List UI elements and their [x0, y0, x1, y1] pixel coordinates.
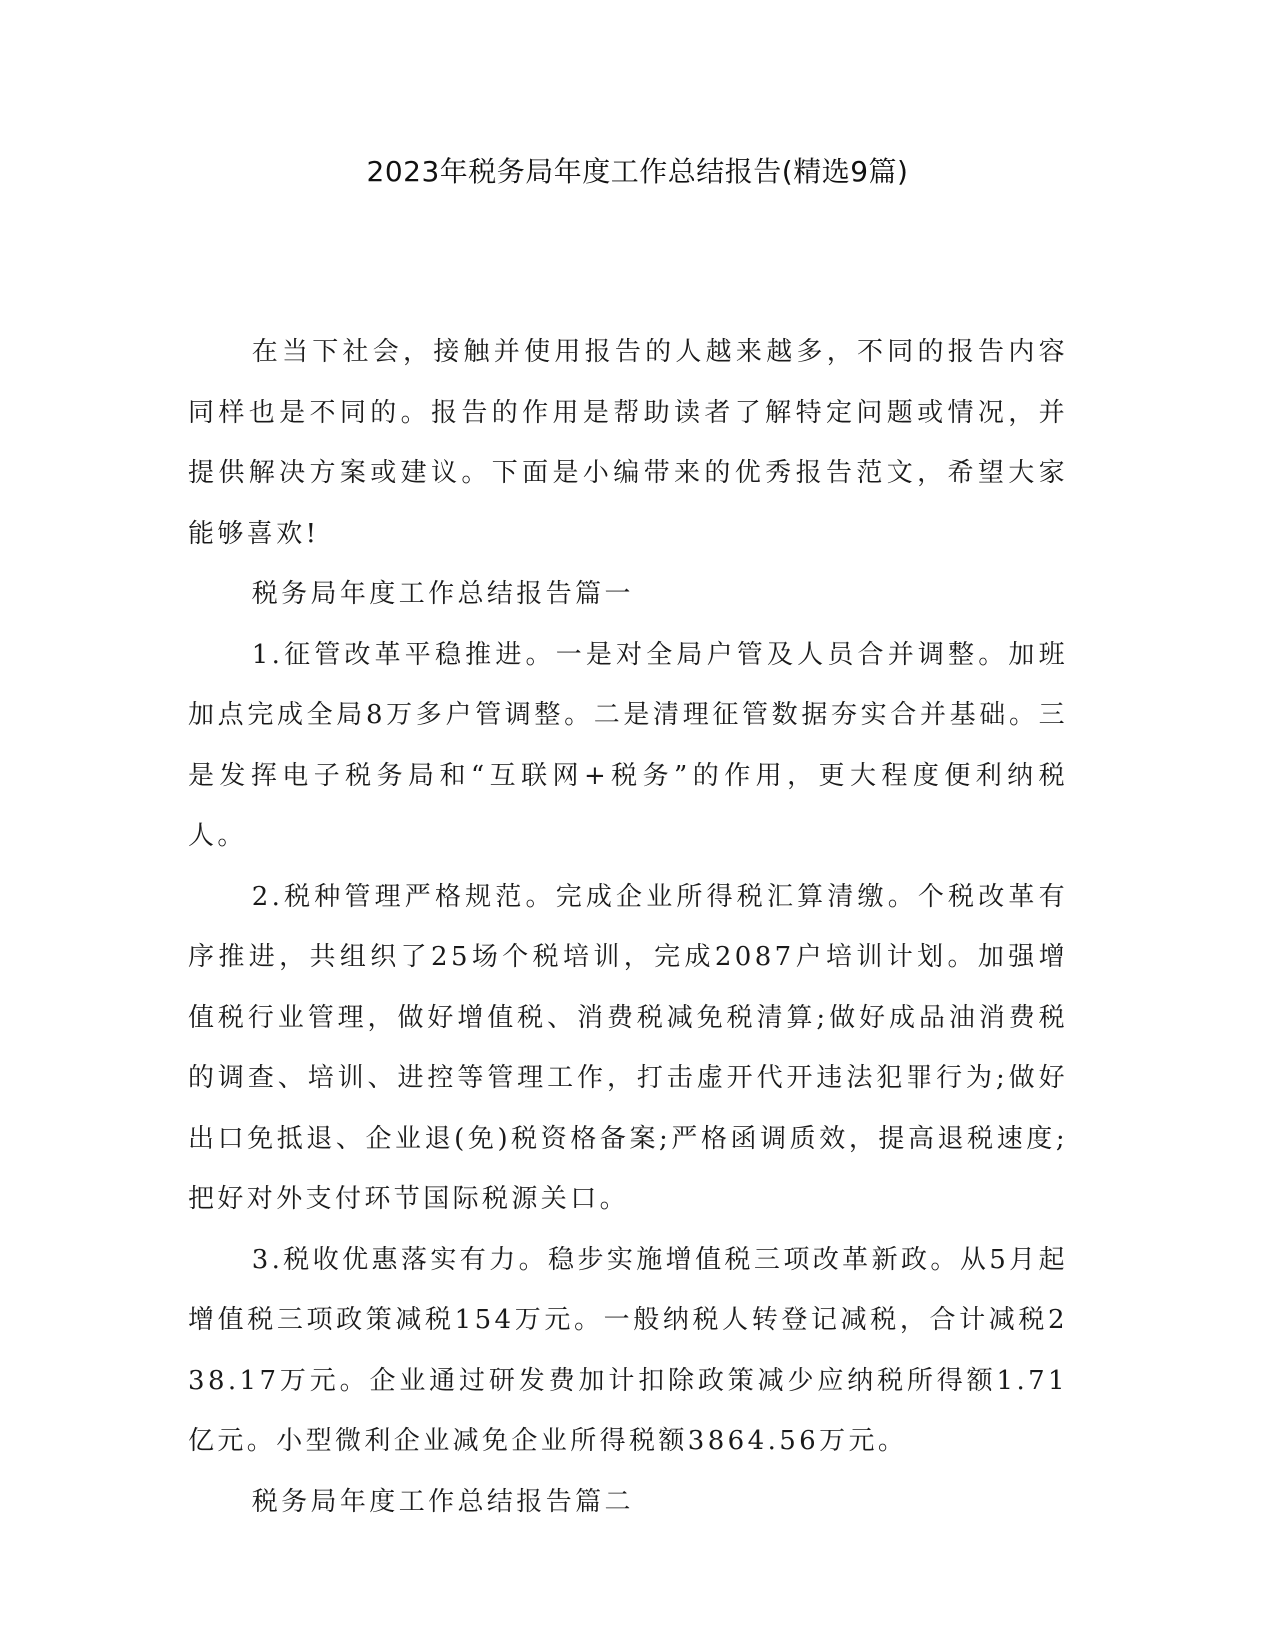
section-heading-two: 税务局年度工作总结报告篇二 — [251, 1486, 634, 1517]
section-heading-one: 税务局年度工作总结报告篇一 — [251, 579, 634, 609]
document-title: 2023年税务局年度工作总结报告(精选9篇) — [366, 155, 909, 188]
intro-paragraph: 在当下社会，接触并使用报告的人越来越多，不同的报告内容同样也是不同的。报告的作用是帮助读者了解特定问题或情况，并提供解决方案或建议。下面是小编带来的优秀报告范文，希望大家能够喜欢! — [188, 337, 1068, 549]
item-paragraph-3: 3.税收优惠落实有力。稳步实施增值税三项改革新政。从5月起增值税三项政策减税154万元。一般纳税人转登记减税，合计减税238.17万元。企业通过研发费加计扣除政策减少应纳税所得额1.71亿元。小型微利企业减免企业所得税额3864.56万元。 — [188, 1244, 1068, 1456]
item-paragraph-2: 2.税种管理严格规范。完成企业所得税汇算清缴。个税改革有序推进，共组织了25场个税培训，完成2087户培训计划。加强增值税行业管理，做好增值税、消费税减免税清算;做好成品油消费税的调查、培训、进控等管理工作，打击虚开代开违法犯罪行为;做好出口免抵退、企业退(免)税资格备案;严格函调质效，提高退税速度;把好对外支付环节国际税源关口。 — [188, 881, 1068, 1214]
document-body — [188, 322, 1068, 1532]
item-paragraph-1: 1.征管改革平稳推进。一是对全局户管及人员合并调整。加班加点完成全局8万多户管调整。二是清理征管数据夯实合并基础。三是发挥电子税务局和“互联网+税务”的作用，更大程度便利纳税人。 — [188, 639, 1068, 851]
